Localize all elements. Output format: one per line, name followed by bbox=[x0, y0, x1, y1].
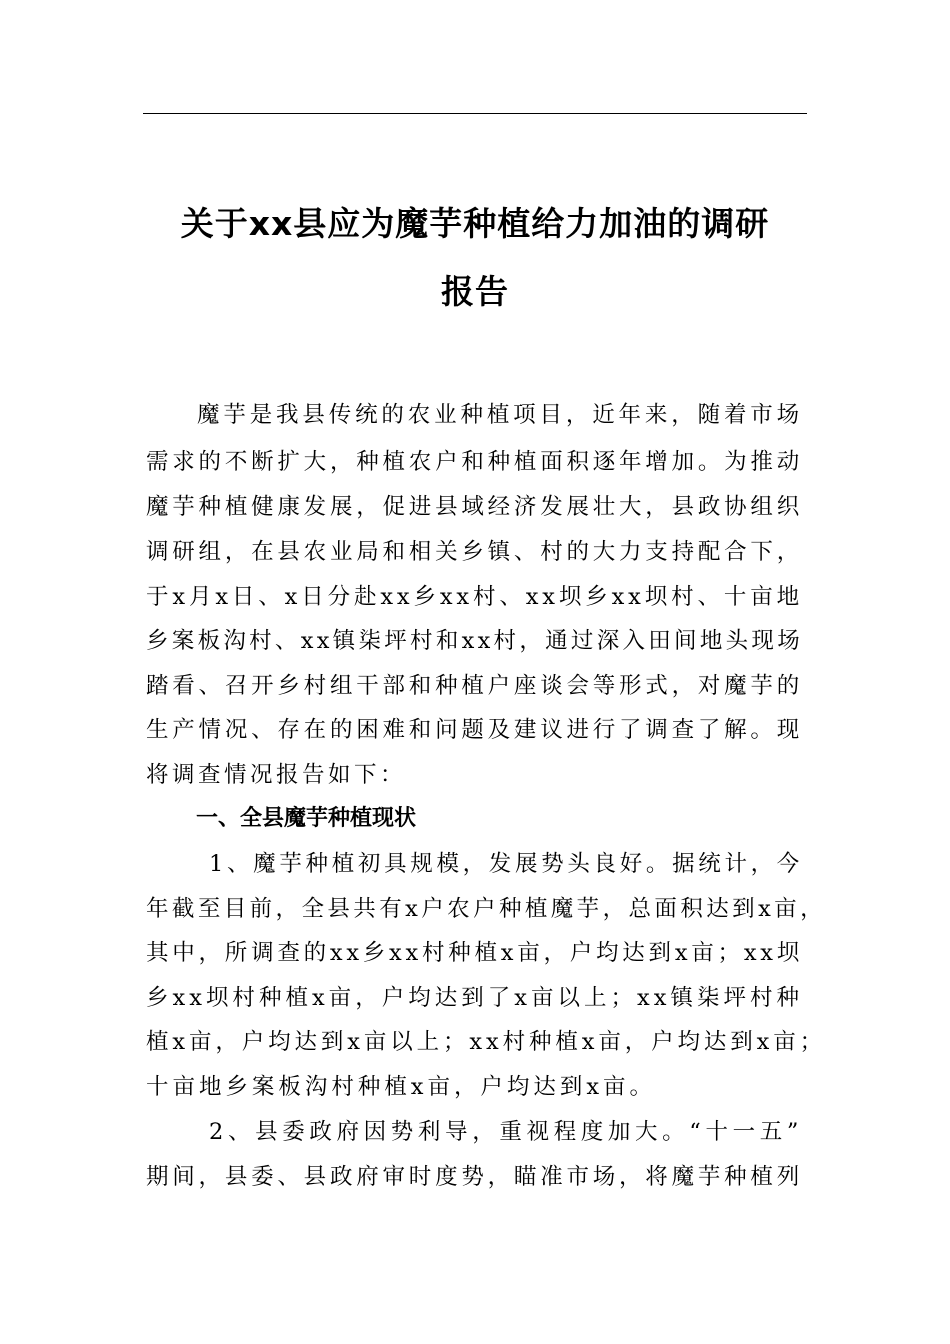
paragraph-1-line-5: 于x月x日、x日分赴xx乡xx村、xx坝乡xx坝村、十亩地 bbox=[146, 584, 803, 610]
paragraph-1-line-4: 调研组，在县农业局和相关乡镇、村的大力支持配合下， bbox=[146, 539, 803, 565]
section-1-heading: 一、全县魔芋种植现状 bbox=[196, 806, 417, 831]
paragraph-1-line-2: 需求的不断扩大，种植农户和种植面积逐年增加。为推动 bbox=[146, 449, 803, 475]
paragraph-2-line-6: 十亩地乡案板沟村种植x亩，户均达到x亩。 bbox=[146, 1074, 656, 1100]
document-title-line-2: 报告 bbox=[441, 272, 509, 311]
paragraph-1-line-3: 魔芋种植健康发展，促进县域经济发展壮大，县政协组织 bbox=[146, 494, 803, 520]
paragraph-3-line-1: 2、县委政府因势利导，重视程度加大。“十一五” bbox=[209, 1119, 803, 1145]
paragraph-2-line-4: 乡xx坝村种植x亩，户均达到了x亩以上；xx镇柒坪村种 bbox=[146, 985, 803, 1011]
paragraph-1-line-8: 生产情况、存在的困难和问题及建议进行了调查了解。现 bbox=[146, 717, 803, 743]
paragraph-2-line-2: 年截至目前，全县共有x户农户种植魔芋，总面积达到x亩， bbox=[146, 896, 826, 922]
paragraph-2-line-3: 其中，所调查的xx乡xx村种植x亩，户均达到x亩；xx坝 bbox=[146, 940, 803, 966]
header-rule bbox=[143, 113, 807, 114]
document-title-line-1: 关于xx县应为魔芋种植给力加油的调研 bbox=[180, 204, 770, 243]
paragraph-2-line-5: 植x亩，户均达到x亩以上；xx村种植x亩，户均达到x亩； bbox=[146, 1029, 826, 1055]
paragraph-1-line-9: 将调查情况报告如下： bbox=[146, 762, 406, 788]
paragraph-3-line-2: 期间，县委、县政府审时度势，瞄准市场，将魔芋种植列 bbox=[146, 1164, 803, 1190]
paragraph-1-line-7: 踏看、召开乡村组干部和种植户座谈会等形式，对魔芋的 bbox=[146, 673, 803, 699]
paragraph-2-line-1: 1、魔芋种植初具规模，发展势头良好。据统计，今 bbox=[209, 851, 803, 877]
paragraph-1-line-6: 乡案板沟村、xx镇柒坪村和xx村，通过深入田间地头现场 bbox=[146, 628, 803, 654]
paragraph-1-line-1: 魔芋是我县传统的农业种植项目，近年来，随着市场 bbox=[197, 402, 803, 428]
